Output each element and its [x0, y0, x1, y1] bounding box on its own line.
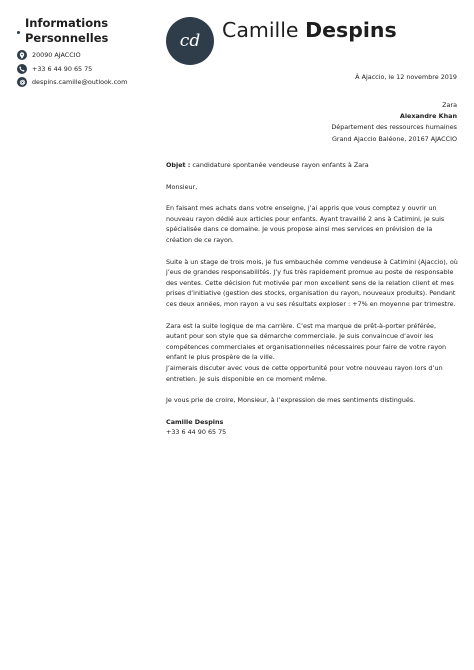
recipient-name: Alexandre Khan — [399, 112, 457, 121]
letter-date: À Ajaccio, le 12 novembre 2019 — [355, 73, 457, 81]
contact-phone — [17, 64, 92, 74]
subject-text: candidature spontanée vendeuse rayon enfants à Zara — [190, 161, 369, 169]
contact-email — [17, 77, 127, 87]
signature-phone: +33 6 44 90 65 75 — [166, 428, 227, 437]
contact-email-link[interactable]: despins.camille@outlook.com — [32, 78, 128, 86]
contact-phone-text: +33 6 44 90 65 75 — [32, 65, 93, 73]
recipient-address: Grand Ajaccio Baléone, 20167 AJACCIO — [331, 134, 457, 143]
greeting: Monsieur, — [166, 182, 198, 191]
paragraph-2: Suite à un stage de trois mois, je fus embauchée comme vendeuse à Catimini (Ajaccio), où j’eus de grandes responsabilités. J’y fus très rapidement promue au poste de responsable des ventes. Cette décision fut motivée par mon excellent sens de la relation client et mes prises d’initiative (gestion des stocks, organisation du rayon, nouveaux produits). Pendant ces deux années, mon rayon a vu ses résultats exploser : +7% en moyenne par trimestre. — [166, 257, 458, 308]
sidebar-title-line1: Informations — [25, 16, 109, 30]
letter-body — [166, 160, 458, 438]
first-name: Camille — [222, 18, 299, 42]
last-name: Despins — [305, 18, 397, 42]
avatar-initials: cd — [166, 17, 214, 65]
paragraph-3-line1: Zara est la suite logique de ma carrière. C’est ma marque de prêt-à-porter préférée, autant pour son style que sa démarche commerciale. Je suis convaincue d’avoir les compétences commerciales et organisationnelles nécessaires pour faire de votre rayon enfant le plus prospère de la ville. — [166, 321, 447, 362]
at-sign-icon — [17, 77, 27, 87]
recipient-company: Zara — [442, 101, 457, 109]
paragraph-3 — [166, 321, 458, 385]
signature-name: Camille Despins — [166, 417, 224, 426]
recipient-department: Département des ressources humaines — [331, 123, 457, 132]
sidebar-title — [25, 16, 145, 46]
paragraph-3-line2: J’aimerais discuter avec vous de cette opportunité pour votre nouveau rayon lors d’un entretien. Je suis disponible en ce moment même. — [166, 363, 443, 383]
contact-address — [17, 50, 81, 60]
bullet-dot-icon — [17, 31, 20, 34]
phone-icon — [17, 64, 27, 74]
subject-label: Objet : — [166, 161, 191, 169]
applicant-name — [222, 18, 397, 42]
subject-line — [166, 160, 458, 171]
closing: Je vous prie de croire, Monsieur, à l’expression de mes sentiments distingués. — [166, 396, 416, 405]
recipient-block — [331, 100, 457, 145]
sidebar-title-line2: Personnelles — [25, 31, 109, 45]
location-pin-icon — [17, 50, 27, 60]
contact-address-text: 20090 AJACCIO — [32, 51, 81, 59]
paragraph-1: En faisant mes achats dans votre enseigne, j’ai appris que vous comptez y ouvrir un nouveau rayon dédié aux articles pour enfants. Ayant travaillé 2 ans à Catimini, je suis spécialisée dans ce domaine. Je vous propose ainsi mes services en prévision de la création de ce rayon. — [166, 204, 445, 244]
